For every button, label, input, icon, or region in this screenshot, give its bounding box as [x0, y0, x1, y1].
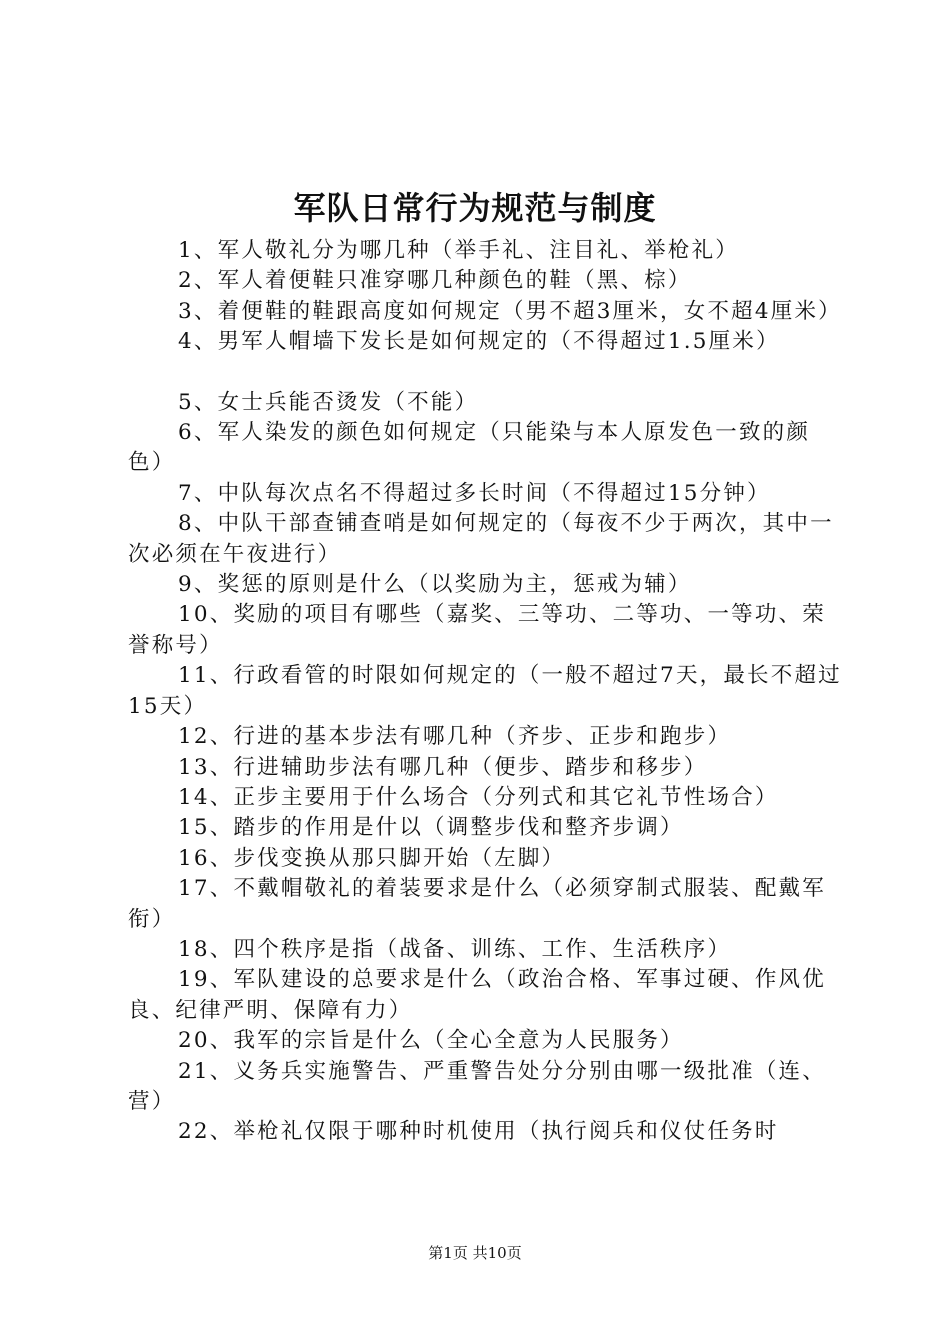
list-item: 20、我军的宗旨是什么（全心全意为人民服务） [178, 1028, 684, 1054]
list-item: 6、军人染发的颜色如何规定（只能染与本人原发色一致的颜色） [128, 420, 811, 476]
list-item: 15、踏步的作用是什以（调整步伐和整齐步调） [178, 815, 684, 841]
list-item: 7、中队每次点名不得超过多长时间（不得超过15分钟） [178, 480, 771, 506]
list-item: 12、行进的基本步法有哪几种（齐步、正步和跑步） [178, 724, 732, 750]
list-item: 18、四个秩序是指（战备、训练、工作、生活秩序） [178, 936, 732, 962]
page-title: 军队日常行为规范与制度 [293, 189, 657, 227]
page-footer: 第1页 共10页 [428, 1244, 522, 1262]
list-item: 10、奖励的项目有哪些（嘉奖、三等功、二等功、一等功、荣誉称号） [128, 602, 826, 658]
list-item: 16、步伐变换从那只脚开始（左脚） [178, 845, 566, 871]
list-item: 14、正步主要用于什么场合（分列式和其它礼节性场合） [178, 784, 779, 810]
list-item: 5、女士兵能否烫发（不能） [178, 389, 479, 415]
list-item: 17、不戴帽敬礼的着装要求是什么（必须穿制式服装、配戴军衔） [128, 876, 826, 932]
list-item: 1、军人敬礼分为哪几种（举手礼、注目礼、举枪礼） [178, 238, 739, 263]
list-item: 13、行进辅助步法有哪几种（便步、踏步和移步） [178, 754, 708, 780]
list-item: 8、中队干部查铺查哨是如何规定的（每夜不少于两次，其中一次必须在午夜进行） [128, 511, 834, 567]
list-item: 19、军队建设的总要求是什么（政治合格、军事过硬、作风优良、纪律严明、保障有力） [128, 967, 826, 1023]
list-item: 22、举枪礼仅限于哪种时机使用（执行阅兵和仪仗任务时 [178, 1119, 779, 1145]
list-item: 9、奖惩的原则是什么（以奖励为主，惩戒为辅） [178, 572, 692, 598]
list-item: 21、义务兵实施警告、严重警告处分分别由哪一级批准（连、营） [128, 1058, 826, 1114]
question-list [128, 236, 842, 1148]
list-item: 2、军人着便鞋只准穿哪几种颜色的鞋（黑、棕） [178, 268, 692, 294]
list-item: 11、行政看管的时限如何规定的（一般不超过7天，最长不超过15天） [128, 663, 842, 719]
list-item: 3、着便鞋的鞋跟高度如何规定（男不超3厘米，女不超4厘米） [178, 298, 842, 324]
list-item: 4、男军人帽墙下发长是如何规定的（不得超过1.5厘米） [178, 329, 780, 355]
